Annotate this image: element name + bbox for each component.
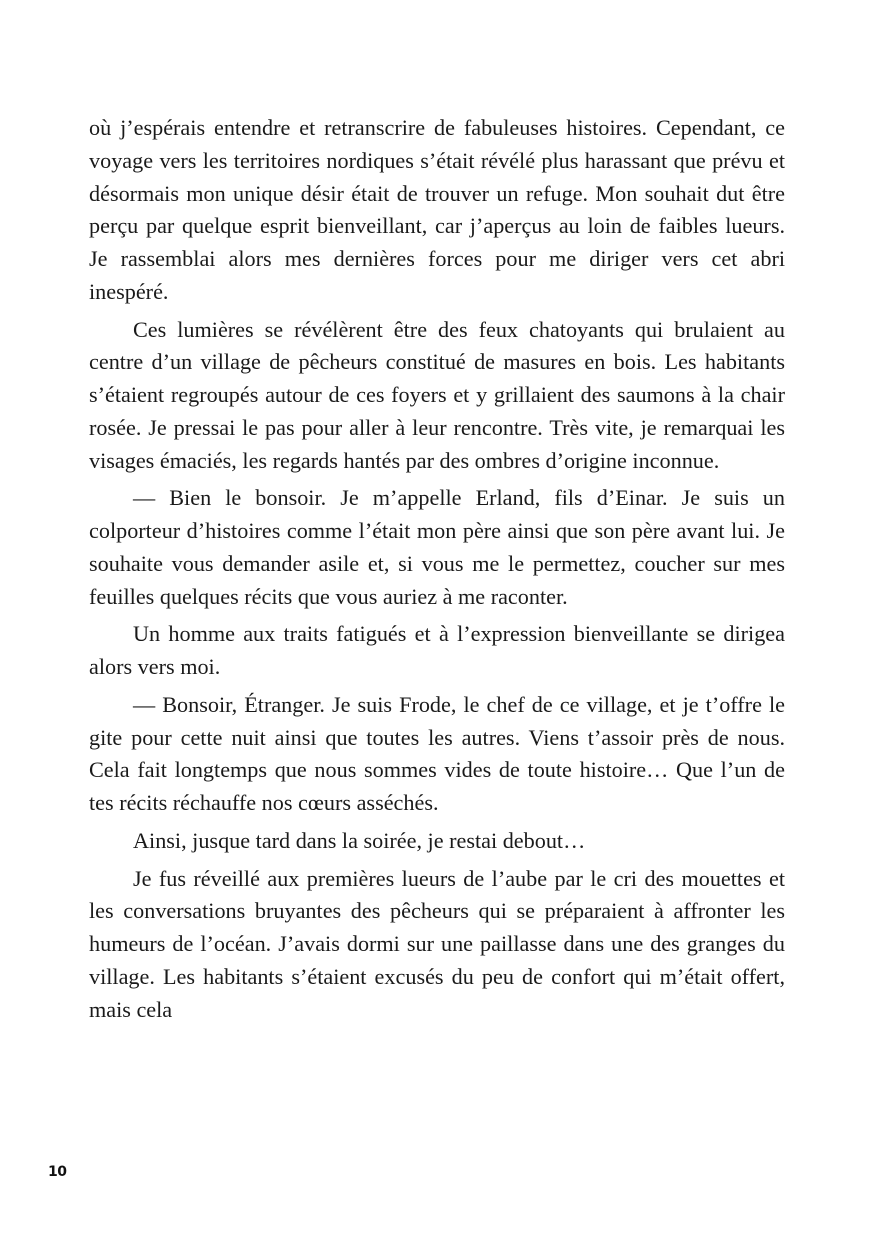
paragraph: Ainsi, jusque tard dans la soirée, je restai debout…	[133, 827, 586, 853]
page-body	[89, 112, 785, 1026]
page-number: 10	[48, 1164, 67, 1180]
paragraph: Ces lumières se révélèrent être des feux chatoyants qui brulaient au centre d’un village de pêcheurs constitué de masures en bois. Les habitants s’étaient regroupés autour de ces foyers et y grillaient des saumons à la chair rosée. Je pressai le pas pour aller à leur rencontre. Très vite, je remarquai les visages émaciés, les regards hantés par des ombres d’origine inconnue.	[89, 316, 785, 473]
paragraph: Je fus réveillé aux premières lueurs de l’aube par le cri des mouettes et les conversations bruyantes des pêcheurs qui se préparaient à affronter les humeurs de l’océan. J’avais dormi sur une paillasse dans une des granges du village. Les habitants s’étaient excusés du peu de confort qui m’était offert, mais cela	[89, 865, 785, 1022]
paragraph: où j’espérais entendre et retranscrire de fabuleuses histoires. Cependant, ce voyage vers les territoires nordiques s’était révélé plus harassant que prévu et désormais mon unique désir était de trouver un refuge. Mon souhait dut être perçu par quelque esprit bienveillant, car j’aperçus au loin de faibles lueurs. Je rassemblai alors mes dernières forces pour me diriger vers cet abri inespéré.	[89, 115, 785, 304]
paragraph: Un homme aux traits fatigués et à l’expression bienveillante se dirigea alors vers moi.	[89, 621, 785, 679]
dialogue-paragraph: — Bonsoir, Étranger. Je suis Frode, le chef de ce village, et je t’offre le gite pour cette nuit ainsi que toutes les autres. Viens t’assoir près de nous. Cela fait longtemps que nous sommes vides de toute histoire… Que l’un de tes récits réchauffe nos cœurs asséchés.	[89, 691, 785, 815]
dialogue-paragraph: — Bien le bonsoir. Je m’appelle Erland, fils d’Einar. Je suis un colporteur d’histoires comme l’était mon père ainsi que son père avant lui. Je souhaite vous demander asile et, si vous me le permettez, coucher sur mes feuilles quelques récits que vous auriez à me raconter.	[89, 485, 785, 609]
